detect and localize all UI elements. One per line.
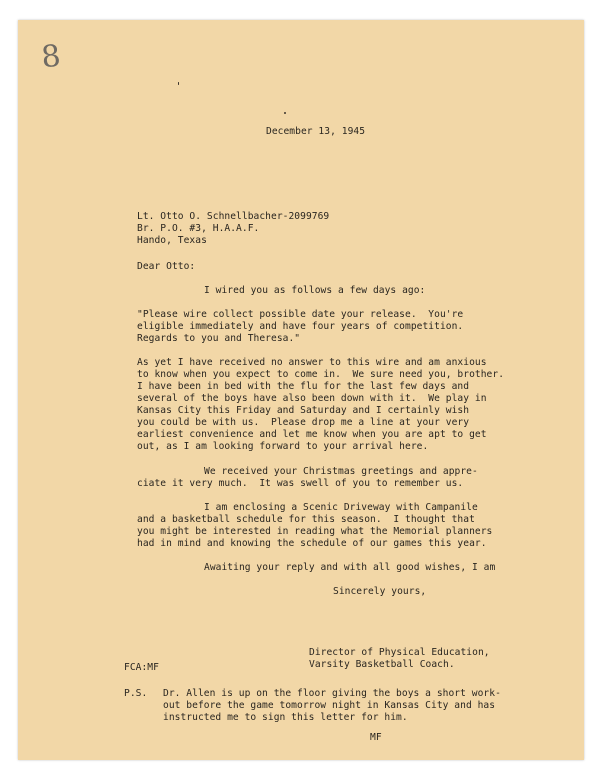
recipient-line-2: Br. P.O. #3, H.A.A.F. — [137, 223, 260, 234]
body-line: Awaiting your reply and with all good wishes, I am — [204, 562, 496, 573]
body-line: to know when you expect to come in. We sure need you, brother. — [137, 369, 505, 380]
body-line: We received your Christmas greetings and appre- — [204, 466, 478, 477]
body-line: and a basketball schedule for this season. I thought that — [137, 514, 475, 525]
postscript-label: P.S. — [124, 688, 148, 699]
body-line: As yet I have received no answer to this wire and am anxious — [137, 357, 487, 368]
signature-title-line-1: Director of Physical Education, — [309, 647, 490, 658]
body-line: you might be interested in reading what the Memorial planners — [137, 526, 493, 537]
body-line: out, as I am looking forward to your arrival here. — [137, 441, 429, 452]
postscript-line-3: instructed me to sign this letter for him. — [163, 712, 408, 723]
body-line: had in mind and knowing the schedule of our games this year. — [137, 538, 487, 549]
quote-line-2: eligible immediately and have four years of competition. — [137, 321, 464, 332]
body-line: you could be with us. Please drop me a line at your very — [137, 417, 470, 428]
letter-page — [18, 20, 584, 760]
ink-speck — [178, 82, 179, 85]
quote-line-1: "Please wire collect possible date your release. You're — [137, 309, 464, 320]
recipient-line-3: Hando, Texas — [137, 235, 207, 246]
salutation: Dear Otto: — [137, 261, 196, 272]
body-line: I have been in bed with the flu for the last few days and — [137, 381, 470, 392]
closing: Sincerely yours, — [333, 586, 427, 597]
letter-date: December 13, 1945 — [266, 126, 366, 137]
signature-title-line-2: Varsity Basketball Coach. — [309, 659, 455, 670]
handwritten-page-number: 8 — [39, 38, 63, 76]
postscript-line-2: out before the game tomorrow night in Kansas City and has — [163, 700, 496, 711]
typist-initials: MF — [370, 732, 382, 743]
postscript-line-1: Dr. Allen is up on the floor giving the boys a short work- — [163, 688, 501, 699]
body-line: ciate it very much. It was swell of you to remember us. — [137, 478, 464, 489]
body-line: earliest convenience and let me know when you are apt to get — [137, 429, 487, 440]
body-line: I am enclosing a Scenic Driveway with Campanile — [204, 502, 478, 513]
ink-speck — [284, 112, 286, 114]
paragraph-intro: I wired you as follows a few days ago: — [204, 285, 426, 296]
reference-initials: FCA:MF — [124, 662, 159, 673]
quote-line-3: Regards to you and Theresa." — [137, 333, 301, 344]
body-line: several of the boys have also been down with it. We play in — [137, 393, 487, 404]
recipient-line-1: Lt. Otto O. Schnellbacher-2099769 — [137, 211, 330, 222]
body-line: Kansas City this Friday and Saturday and I certainly wish — [137, 405, 470, 416]
